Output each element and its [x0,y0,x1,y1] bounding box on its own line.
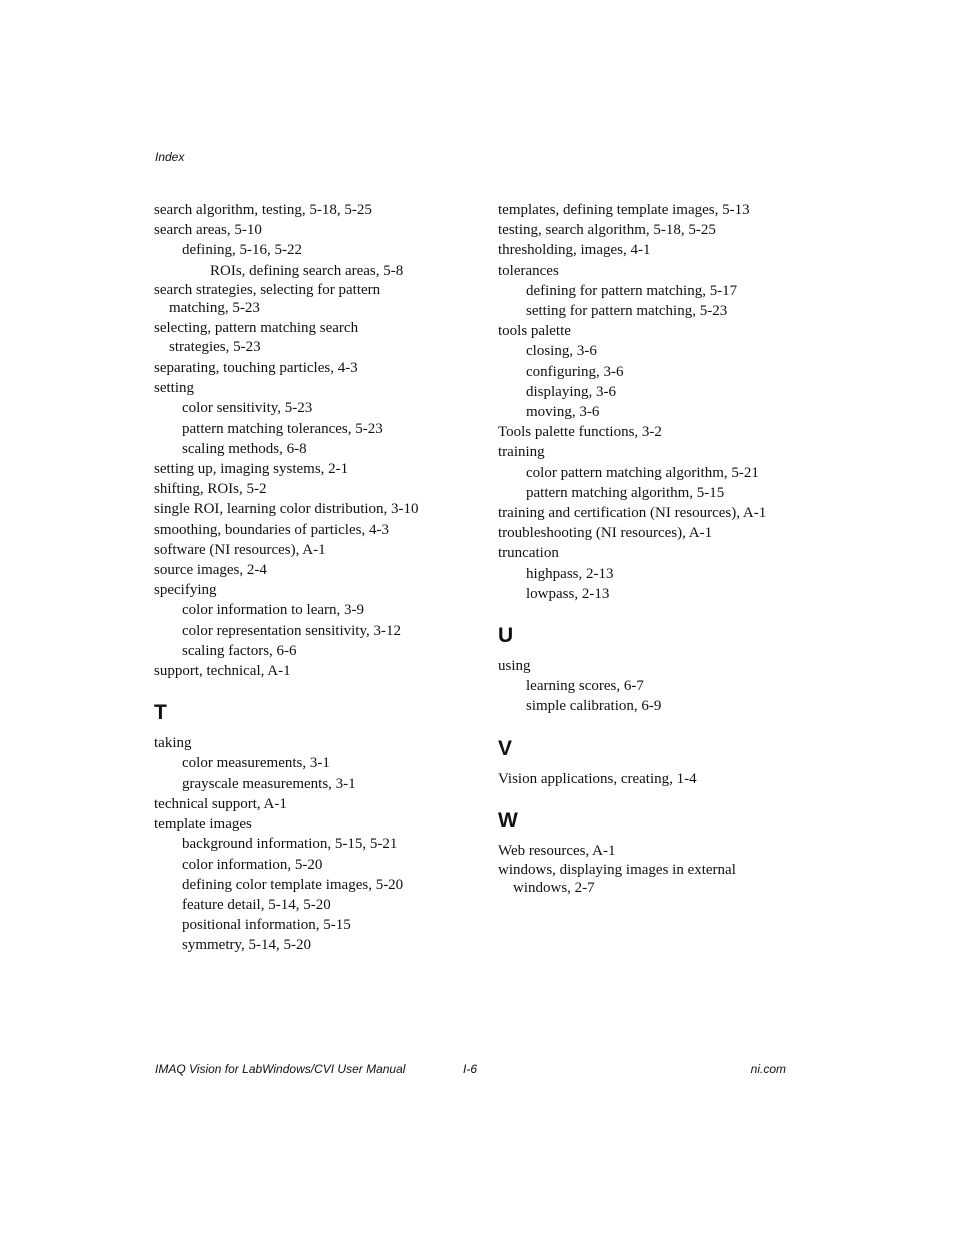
index-entry [154,733,474,753]
index-entry-text: setting [154,380,194,397]
index-entry [498,220,798,240]
index-entry [154,834,474,854]
index-entry [498,769,798,789]
index-entry [498,861,798,898]
index-entry [154,319,474,356]
index-entry-text: templates, defining template images, 5-13 [498,202,750,218]
index-entry [154,814,474,834]
index-entry-text: configuring, 3-6 [526,363,624,380]
index-entry-text: scaling factors, 6-6 [182,642,297,659]
index-entry-text: symmetry, 5-14, 5-20 [182,937,312,954]
index-entry [154,794,474,814]
index-entry-text: Web resources, A-1 [498,842,616,859]
index-entry [498,422,798,442]
index-entry-text: color pattern matching algorithm, 5-21 [526,464,759,481]
index-entry [154,398,474,418]
index-entry [498,696,798,716]
section-letter-t: T [154,701,167,725]
index-entry-text: color measurements, 3-1 [182,755,330,772]
index-entry [498,240,798,260]
index-entry-continuation: strategies, 5-23 [169,338,261,355]
index-entry [498,382,798,402]
index-entry [154,560,474,580]
index-entry-text: pattern matching algorithm, 5-15 [526,484,725,501]
index-entry-text: truncation [498,545,559,562]
footer-site: ni.com [750,1062,786,1076]
index-entry [498,301,798,321]
index-entry [154,855,474,875]
index-entry-text: setting up, imaging systems, 2-1 [154,461,349,478]
index-group [498,656,798,717]
index-entry-text: background information, 5-15, 5-21 [182,836,398,853]
index-entry-text: template images [154,816,252,833]
index-entry-text: Vision applications, creating, 1-4 [498,770,697,787]
index-entry-text: separating, touching particles, 4-3 [154,360,358,377]
index-entry-text: lowpass, 2-13 [526,585,610,602]
index-entry-text: troubleshooting (NI resources), A-1 [498,525,713,542]
index-entry [154,358,474,378]
index-entry [154,479,474,499]
index-entry [154,459,474,479]
index-entry-continuation: windows, 2-7 [513,880,595,897]
index-entry [154,200,474,220]
index-entry [498,564,798,584]
index-entry-text: ROIs, defining search areas, 5-8 [210,262,404,279]
index-entry-text: closing, 3-6 [526,343,597,360]
index-entry [154,580,474,600]
index-column-left [154,200,474,956]
index-entry-text: search algorithm, testing, 5-18, 5-25 [154,202,372,218]
index-entry-text: support, technical, A-1 [154,663,291,680]
index-entry-text: source images, 2-4 [154,562,267,579]
index-entry [498,676,798,696]
index-entry-text: scaling methods, 6-8 [182,440,307,457]
index-entry-text: defining, 5-16, 5-22 [182,242,302,259]
index-entry [154,915,474,935]
index-entry-text: moving, 3-6 [526,404,600,421]
index-group [498,841,798,898]
index-entry-text: highpass, 2-13 [526,565,614,582]
index-entry [498,483,798,503]
index-entry [154,261,474,281]
footer-page-number: I-6 [463,1062,478,1076]
index-entry-text: defining for pattern matching, 5-17 [526,282,738,299]
index-entry [498,341,798,361]
index-entry [498,362,798,382]
index-entry [498,200,798,220]
index-entry [154,378,474,398]
index-entry [498,402,798,422]
index-entry-text: tolerances [498,262,559,279]
index-entry-text: shifting, ROIs, 5-2 [154,481,267,498]
index-column-right [498,200,798,900]
index-entry [154,895,474,915]
section-letter-u: U [498,624,514,648]
index-entry-text: defining color template images, 5-20 [182,876,404,893]
index-entry-text: search strategies, selecting for pattern [154,281,381,298]
index-entry-text: training [498,444,545,461]
index-entry [154,499,474,519]
index-entry-text: grayscale measurements, 3-1 [182,775,356,792]
index-entry [498,321,798,341]
index-entry [498,543,798,563]
index-entry [154,240,474,260]
index-entry-text: software (NI resources), A-1 [154,541,326,558]
index-group [154,200,474,681]
index-entry-text: positional information, 5-15 [182,917,351,934]
index-entry [154,935,474,955]
index-entry-text: displaying, 3-6 [526,383,616,400]
index-entry [498,281,798,301]
footer-manual-title: IMAQ Vision for LabWindows/CVI User Manual [155,1062,406,1076]
index-entry [498,503,798,523]
index-entry-text: pattern matching tolerances, 5-23 [182,420,383,437]
index-entry [154,661,474,681]
index-entry [154,540,474,560]
index-entry-continuation: matching, 5-23 [169,300,260,317]
index-entry-text: Tools palette functions, 3-2 [498,424,662,441]
index-entry-text: windows, displaying images in external [498,862,736,879]
index-entry-text: setting for pattern matching, 5-23 [526,303,728,320]
index-entry-text: technical support, A-1 [154,795,287,812]
index-entry-text: taking [154,735,192,752]
index-entry [498,523,798,543]
index-entry-text: selecting, pattern matching search [154,320,359,337]
index-entry-text: training and certification (NI resources), A-1 [498,505,767,522]
index-entry [154,641,474,661]
index-group [498,769,798,789]
index-entry-text: simple calibration, 6-9 [526,698,662,715]
index-entry [154,520,474,540]
index-group [154,733,474,955]
index-entry-text: color sensitivity, 5-23 [182,400,313,417]
running-header: Index [155,150,185,164]
index-entry-text: search areas, 5-10 [154,222,262,239]
index-entry-text: thresholding, images, 4-1 [498,242,651,259]
index-entry-text: color information to learn, 3-9 [182,602,365,619]
index-entry [154,753,474,773]
index-entry [498,584,798,604]
index-entry [498,841,798,861]
index-entry-text: color representation sensitivity, 3-12 [182,622,401,639]
index-entry-text: learning scores, 6-7 [526,678,644,695]
index-entry-text: single ROI, learning color distribution, 3-10 [154,501,419,518]
index-entry [154,621,474,641]
index-entry [498,656,798,676]
index-entry [154,281,474,318]
index-entry [154,439,474,459]
index-entry [498,463,798,483]
index-entry-text: smoothing, boundaries of particles, 4-3 [154,521,389,538]
section-letter-w: W [498,808,518,832]
index-entry-text: tools palette [498,323,571,340]
index-entry-text: color information, 5-20 [182,856,323,873]
index-entry-text: specifying [154,582,217,599]
index-entry [154,774,474,794]
index-entry [154,220,474,240]
index-entry-text: using [498,658,531,675]
index-entry [154,419,474,439]
index-entry-text: testing, search algorithm, 5-18, 5-25 [498,222,716,239]
index-entry-text: feature detail, 5-14, 5-20 [182,896,331,913]
index-entry [498,442,798,462]
section-letter-v: V [498,736,513,760]
index-entry [154,600,474,620]
index-entry [498,261,798,281]
index-entry [154,875,474,895]
index-group [498,200,798,604]
